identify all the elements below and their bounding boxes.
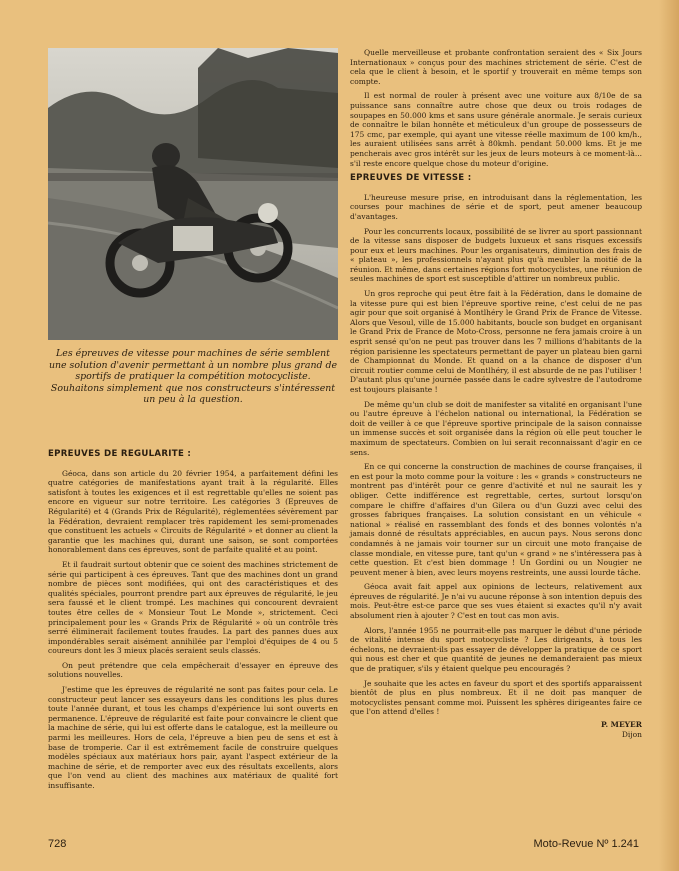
- section-heading-vitesse: EPREUVES DE VITESSE :: [350, 173, 472, 184]
- author-signature: [350, 720, 642, 740]
- paragraph: Il est normal de rouler à présent avec une voiture aux 8/10e de sa puissance sans connaître autre chose que deux ou trois rodages de soupapes en 50.000 kms et sans usure générale anormale. Je serais curieux de connaître le bilan honnête et méticuleux d'un groupe de possesseurs de 175 cmc, par exemple, qui ayant une vitesse réelle maximum de 100 km/h., les auraient utilisées sans arrêt à 80kmh. pendant 50.000 kms. Et je me pencherais avec gros intérêt sur les jeux de leurs moteurs à ce moment-là... s'il reste encore quelque chose du moteur d'origine.: [350, 91, 642, 168]
- paragraph: En ce qui concerne la construction de machines de course françaises, il en est pour la moto comme pour la voiture : les « grands » constructeurs ne montrent pas d'intérêt pour ce genre d'activité et nul ne saurait les y obliger. Cette indifférence est regrettable, certes, surtout lorsqu'on compare le chiffre d'affaires d'un Gilera ou d'un Guzzi avec celui des grosses fabriques françaises. La solution consistant en un véhicule « national » réalisé en rassemblant des fonds et des bonnes volontés n'a jamais donné de résultats appréciables, en aucun pays. Nous serons donc condamnés à ne jamais voir tourner sur un circuit une moto française de classe mondiale, en vitesse pure, tant qu'un « grand » ne s'intéressera pas à cette question. Et c'est bien dommage ! Un Gordini ou un Nougier ne peuvent mener à bien, avec leurs moyens restreints, une aussi lourde tâche.: [350, 462, 642, 577]
- paragraph: On peut prétendre que cela empêcherait d'essayer en épreuve des solutions nouvelles.: [48, 660, 338, 680]
- paragraph: De même qu'un club se doit de manifester sa vitalité en organisant l'une ou l'autre épreuve à l'échelon national ou international, la Fédération se doit de veiller à ce que l'épreuve sportive principale de la saison connaisse un immense succès et soit organisée dans la région où elle peut toucher le maximum de spectateurs. Combien on lui serait reconnaissant d'agir en ce sens.: [350, 399, 642, 457]
- paragraph: Pour les concurrents locaux, possibilité de se livrer au sport passionnant de la vitesse sans disposer de budgets luxueux et sans risques excessifs pour eux et leurs machines. Pour les organisateurs, diminution des frais de « plateau », les professionnels n'ayant plus qu'à meubler la moitié de la réunion. Et même, dans certaines régions fort motocyclistes, une réunion de seules machines de sport est susceptible d'attirer un nombreux public.: [350, 226, 643, 284]
- paragraph: Et il faudrait surtout obtenir que ce soient des machines strictement de série qui participent à ces épreuves. Tant que des machines dont un grand nombre de pièces sont modifiées, qui ont des caractéristiques et des qualités spéciales, pourront prendre part aux épreuves de régularité, le jeu sera faussé et le client trompé. Les machines qui concourent devraient toutes être celles de « Monsieur Tout Le Monde », strictement. Ceci principalement pour les « Grands Prix de Régularité » où un contrôle très serré éliminerait facilement toutes fraudes. La part des pannes dues aux impondérables serait aisément annihilée par l'emploi d'équipes de 4 ou 5 coureurs dont les 3 mieux placés seraient seuls classés.: [48, 559, 338, 656]
- paragraph: J'estime que les épreuves de régularité ne sont pas faites pour cela. Le constructeur peut lancer ses essayeurs dans les conditions les plus dures toute l'année durant, et tous les champs d'expérience lui sont ouverts en permanence. L'épreuve de régularité est faite pour convaincre le client que la machine de série, qui lui est offerte dans le catalogue, est la meilleure ou parmi les meilleures. Hors de cela, l'épreuve a bien peu de sens et est à base de tromperie. Car il est extrêmement facile de construire quelques modèles spéciaux aux matériaux hors pair, ayant l'aspect extérieur de la machine de série, et de remporter avec eux des résultats excellents, alors que l'on vend au client des machines aux matériaux de qualité fort insuffisante.: [48, 685, 338, 790]
- right-column: [350, 48, 642, 740]
- paragraph: Je souhaite que les actes en faveur du sport et des sportifs apparaissent bientôt de plus en plus nombreux. Et il ne doit pas manquer de motocyclistes pensant comme moi. Puissent les sphères dirigeantes faire ce que l'on attend d'elles !: [350, 678, 642, 717]
- photo-illustration: [48, 48, 338, 340]
- photo-caption: Les épreuves de vitesse pour machines de série semblent une solution d'avenir permettant à un nombre plus grand de sportifs de pratiquer la compétition motocycliste. Souhaitons simplement que nos constructeurs s'intéressent un peu à la question.: [48, 348, 338, 406]
- author-name: P. MEYER: [601, 720, 642, 729]
- paragraph: Géoca avait fait appel aux opinions de lecteurs, relativement aux épreuves de régularité. Je n'ai vu aucune réponse à son intention depuis des mois. Peut-être est-ce parce que ses vues étaient si exactes qu'il n'y avait absolument rien à ajouter ? C'est en tout cas mon avis.: [350, 582, 642, 621]
- magazine-issue: Moto-Revue Nº 1.241: [533, 838, 639, 850]
- paragraph: Alors, l'année 1955 ne pourrait-elle pas marquer le début d'une période de vitalité intense du sport motocycliste ? Les dirigeants, à tous les échelons, ne devraient-ils pas essayer de développer la pratique de ce sport qui nous est cher et que quantité de jeunes ne demanderaient pas mieux que de pratiquer, s'ils y étaient quelque peu encouragés ?: [350, 625, 642, 674]
- paragraph: L'heureuse mesure prise, en introduisant dans la réglementation, les courses pour machines de série et de sport, peut amener beaucoup d'avantages.: [350, 192, 642, 221]
- paragraph: Un gros reproche qui peut être fait à la Fédération, dans le domaine de la vitesse pure qui est bien l'épreuve sportive reine, c'est celui de ne pas agir pour que soit organisé à Montlhéry le Grand Prix de France de Vitesse. Alors que Vesoul, ville de 15.000 habitants, boucle son budget en organisant le Grand Prix de France de Moto-Cross, personne ne fera jamais croire à un esprit sensé qu'on ne peut pas trouver dans les 7 millions d'habitants de la région parisienne les spectateurs permettant de payer un plateau bien garni de Championnat du Monde. Et quand on a la chance de disposer d'un circuit routier comme celui de Montlhéry, il est absurde de ne pas l'utiliser ! D'autant plus qu'une journée passée dans le cadre sylvestre de l'autodrome est toujours plaisante !: [350, 289, 642, 394]
- author-place: Dijon: [621, 730, 642, 739]
- page-edge: [659, 0, 679, 871]
- left-column: [48, 444, 338, 796]
- motorcycle-photo: [48, 48, 338, 340]
- page-number: 728: [48, 838, 67, 850]
- paragraph: Géoca, dans son article du 20 février 1954, a parfaitement défini les quatre catégories de manifestations ayant trait à la régularité. Elles satisfont à toutes les exigences et il est regrettable qu'elles ne soient pas encore en vigueur sur notre territoire. Les catégories 3 (Epreuves de Régularité) et 4 (Grands Prix de Régularité), réglementées sévèrement par la Fédération, devraient remplacer très rapidement les semi-promenades que constituent les actuels « Circuits de Régularité » et donner au client la garantie que les machines qui, durant une saison, se sont comportées honorablement dans ces épreuves, sont de parfaite qualité et au point.: [48, 468, 338, 555]
- section-heading-regularite: EPREUVES DE REGULARITE :: [48, 449, 192, 459]
- paragraph: Quelle merveilleuse et probante confrontation seraient des « Six Jours Internationaux » conçus pour des machines strictement de série. C'est de cela que le client à besoin, et le sportif y trouverait en même temps son compte.: [350, 48, 642, 86]
